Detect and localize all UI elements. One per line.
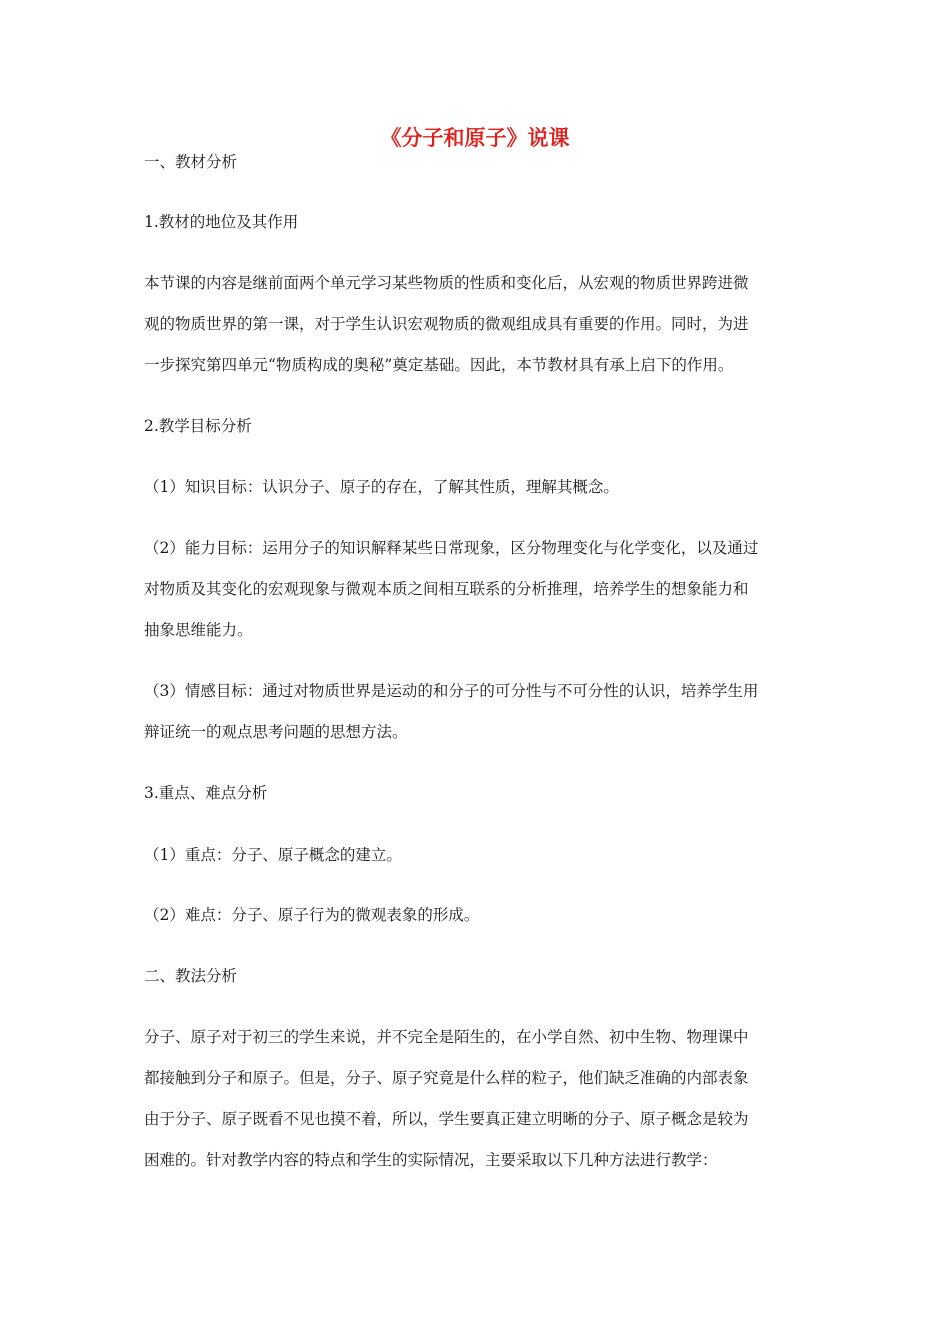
paragraph-line: 本节课的内容是继前面两个单元学习某些物质的性质和变化后，从宏观的物质世界跨进微 xyxy=(144,274,749,292)
goal-ability xyxy=(144,538,814,661)
subsection-heading-1-3: 3.重点、难点分析 xyxy=(144,784,268,802)
document-title: 《分子和原子》说课 xyxy=(380,126,570,150)
paragraph-line: 分子、原子对于初三的学生来说，并不完全是陌生的，在小学自然、初中生物、物理课中 xyxy=(144,1028,749,1046)
paragraph-line: 由于分子、原子既看不见也摸不着，所以，学生要真正建立明晰的分子、原子概念是较为 xyxy=(144,1110,749,1128)
difficult-point: （2）难点：分子、原子行为的微观表象的形成。 xyxy=(144,906,480,924)
paragraph-textbook-role xyxy=(144,273,814,396)
section-heading-1: 一、教材分析 xyxy=(144,153,238,171)
paragraph-line: 抽象思维能力。 xyxy=(144,621,253,639)
section-heading-2: 二、教法分析 xyxy=(144,967,238,985)
subsection-heading-1-1: 1.教材的地位及其作用 xyxy=(144,213,299,231)
key-point: （1）重点：分子、原子概念的建立。 xyxy=(144,846,402,864)
paragraph-line: 辩证统一的观点思考问题的思想方法。 xyxy=(144,723,408,741)
paragraph-line: 对物质及其变化的宏观现象与微观本质之间相互联系的分析推理，培养学生的想象能力和 xyxy=(144,580,749,598)
goal-knowledge: （1）知识目标：认识分子、原子的存在，了解其性质，理解其概念。 xyxy=(144,478,619,496)
paragraph-line: 都接触到分子和原子。但是，分子、原子究竟是什么样的粒子，他们缺乏准确的内部表象 xyxy=(144,1069,749,1087)
subsection-heading-1-2: 2.教学目标分析 xyxy=(144,417,252,435)
paragraph-line: 观的物质世界的第一课，对于学生认识宏观物质的微观组成具有重要的作用。同时，为进 xyxy=(144,315,749,333)
paragraph-line: （3）情感目标：通过对物质世界是运动的和分子的可分性与不可分性的认识，培养学生用 xyxy=(144,682,759,700)
paragraph-teaching-method xyxy=(144,1027,814,1191)
goal-emotion xyxy=(144,681,814,763)
paragraph-line: （2）能力目标：运用分子的知识解释某些日常现象，区分物理变化与化学变化，以及通过 xyxy=(144,539,759,557)
paragraph-line: 一步探究第四单元“物质构成的奥秘”奠定基础。因此，本节教材具有承上启下的作用。 xyxy=(144,356,734,374)
paragraph-line: 困难的。针对教学内容的特点和学生的实际情况，主要采取以下几种方法进行教学： xyxy=(144,1151,718,1169)
